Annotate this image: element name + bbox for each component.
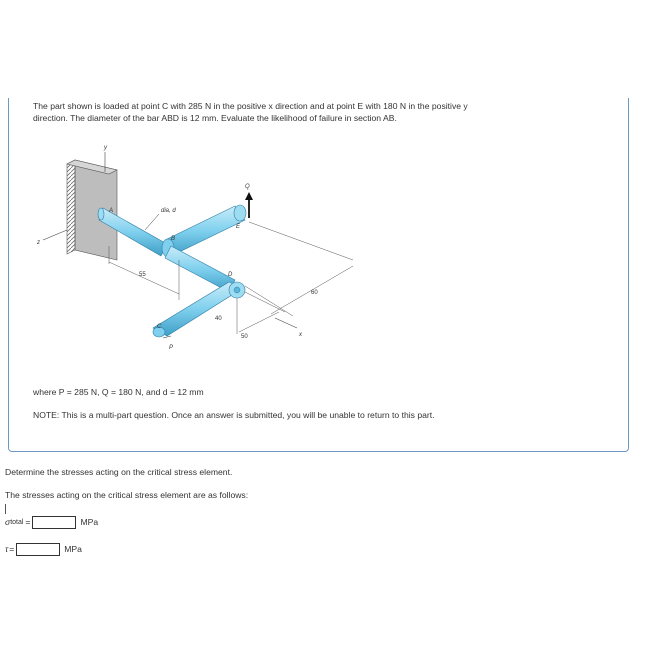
tau-answer-row — [5, 542, 82, 556]
sub-question: Determine the stresses acting on the critical stress element. — [5, 467, 233, 477]
label-dia: dia, d — [161, 208, 176, 214]
part-figure — [31, 140, 371, 366]
sigma-answer-row — [5, 515, 98, 529]
sigma-total-input[interactable] — [32, 516, 76, 529]
tau-input[interactable] — [16, 543, 60, 556]
label-c: C — [157, 324, 162, 330]
sigma-subscript: total — [10, 518, 24, 526]
problem-line-1: The part shown is loaded at point C with 285 N in the positive x direction and at point E with 180 N in the positive y — [33, 101, 468, 111]
arm-dc — [153, 282, 245, 337]
label-y: y — [104, 145, 107, 151]
sigma-unit: MPa — [80, 517, 99, 527]
note-statement: NOTE: This is a multi-part question. Once an answer is submitted, you will be unable to return to this part. — [33, 410, 435, 420]
problem-statement — [33, 101, 623, 124]
text-cursor — [5, 504, 6, 514]
tau-symbol: τ — [5, 544, 9, 554]
label-a: A — [109, 208, 114, 214]
label-e: E — [236, 224, 241, 230]
problem-line-2: direction. The diameter of the bar ABD is 12 mm. Evaluate the likelihood of failure in section AB. — [33, 112, 397, 123]
sigma-equals: = — [25, 517, 31, 527]
label-z: z — [37, 240, 40, 246]
where-statement: where P = 285 N, Q = 180 N, and d = 12 mm — [33, 387, 204, 397]
sigma-symbol: σ — [5, 517, 11, 527]
dim-40: 40 — [215, 316, 222, 322]
label-x: x — [299, 332, 302, 338]
tau-equals: = — [9, 544, 15, 554]
dim-50: 50 — [241, 334, 248, 340]
label-p: P — [169, 345, 174, 351]
label-d: D — [228, 272, 233, 278]
dim-55: 55 — [139, 272, 146, 278]
sub-lead: The stresses acting on the critical stress element are as follows: — [5, 490, 249, 500]
dim-60: 60 — [311, 290, 318, 296]
label-b: B — [171, 236, 176, 242]
question-box — [8, 98, 629, 452]
tau-unit: MPa — [64, 544, 82, 554]
label-q: Q — [245, 184, 250, 190]
